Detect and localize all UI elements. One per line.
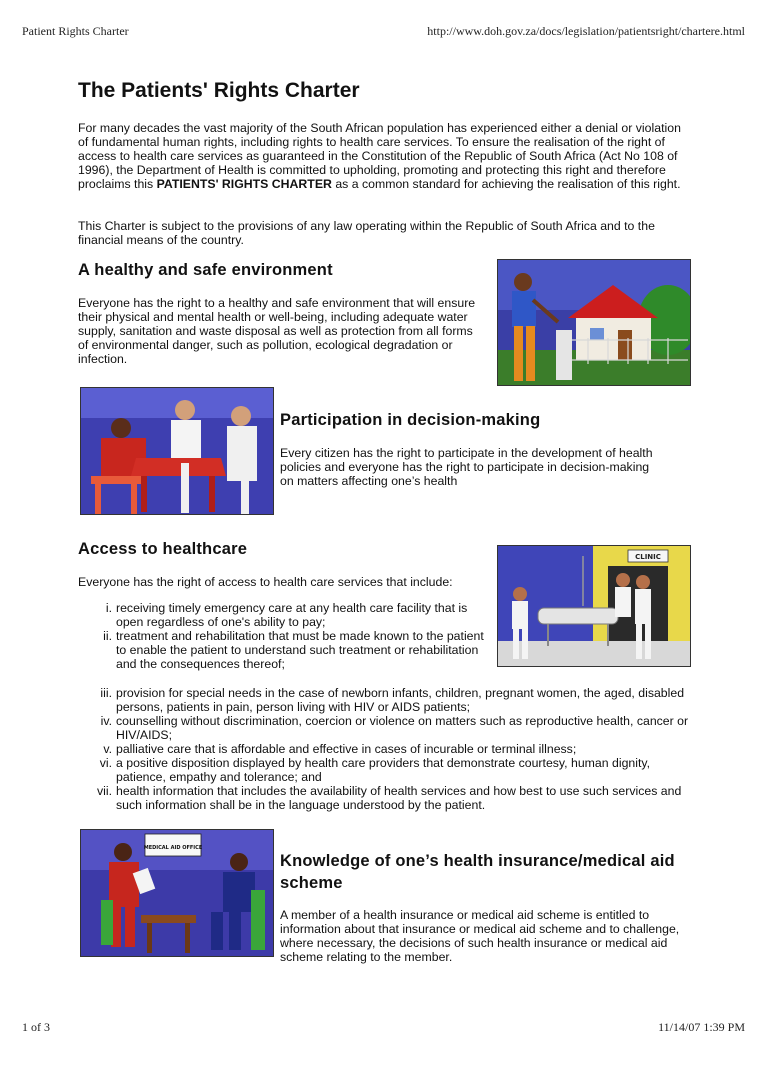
section-body-participation: Every citizen has the right to participate in the development of health policies and everyone has the right to participate in decision-making on matters affecting one’s health [280,446,653,488]
section-heading-access: Access to healthcare [78,540,248,558]
section-body-insurance: A member of a health insurance or medical aid scheme is entitled to information about that insurance or medical aid scheme and to challenge, where necessary, the decisions of such health insurance or medical aid scheme relating to the member. [280,908,680,964]
list-item-text: provision for special needs in the case of newborn infants, children, pregnant women, the aged, disabled persons, patients in pain, person living with HIV or AIDS patients; [116,686,685,714]
section-heading-insurance: Knowledge of one’s health insurance/medical aid scheme [280,852,675,892]
list-item [105,601,488,629]
list-item [103,629,488,671]
list-item [100,714,696,742]
access-rights-list-b [96,686,696,812]
list-item-text: palliative care that is affordable and effective in cases of incurable or terminal illness; [116,742,577,756]
list-item-number: ii. [103,629,112,643]
access-rights-list-a [103,601,488,671]
charter-name: PATIENTS' RIGHTS CHARTER [156,177,332,191]
intro-paragraph [78,121,690,191]
insurance-illustration [80,829,274,957]
clinic-sign-text: CLINIC [635,553,661,561]
list-item-text: counselling without discrimination, coercion or violence on matters such as reproductive health, cancer or HIV/AIDS; [116,714,689,742]
charter-scope-paragraph: This Charter is subject to the provisions of any law operating within the Republic of South Africa and to the financial means of the country. [78,219,655,247]
environment-illustration [497,259,691,386]
section-body-environment: Everyone has the right to a healthy and safe environment that will ensure their physical and mental health or well-being, including adequate water supply, sanitation and waste disposal as well as protection from all forms of environmental danger, such as pollution, ecological degradation or infection. [78,296,476,366]
access-illustration [497,545,691,667]
page-title: The Patients' Rights Charter [78,79,360,102]
print-timestamp: 11/14/07 1:39 PM [658,1020,745,1034]
print-header-title: Patient Rights Charter [22,24,129,38]
section-heading-participation: Participation in decision-making [280,411,541,429]
intro-text-b: as a common standard for achieving the realisation of this right. [331,177,681,191]
list-item-text: health information that includes the availability of health services and how best to use such services and such information shall be in the language understood by the patient. [116,784,682,812]
print-header-url[interactable]: http://www.doh.gov.za/docs/legislation/patientsright/chartere.html [427,24,745,38]
section-heading-environment: A healthy and safe environment [78,261,333,279]
list-item-text: receiving timely emergency care at any health care facility that is open regardless of one's ability to pay; [116,601,468,629]
participation-illustration [80,387,274,515]
list-item-number: iii. [100,686,112,700]
section-intro-access: Everyone has the right of access to health care services that include: [78,575,453,589]
list-item-number: v. [103,742,112,756]
list-item-text: a positive disposition displayed by health care providers that demonstrate courtesy, human dignity, patience, empathy and tolerance; and [116,756,651,784]
list-item-text: treatment and rehabilitation that must be made known to the patient to enable the patient to understand such treatment or rehabilitation and the consequences thereof; [116,629,484,671]
page-counter: 1 of 3 [22,1020,50,1034]
list-item [99,756,696,784]
list-item [100,686,696,714]
list-item [103,742,696,756]
list-item-number: i. [105,601,112,615]
office-sign-text: MEDICAL AID OFFICE [143,845,203,851]
list-item-number: iv. [100,714,112,728]
intro-text-a: For many decades the vast majority of the South African population has experienced either a denial or violation of fundamental human rights, including rights to health care services. To ensure the realisation of the right of access to health care services as guaranteed in the Constitution of the Republic of South Africa (Act No 108 of 1996), the Department of Health is committed to upholding, promoting and protecting this right and therefore proclaims this [78,121,681,191]
list-item-number: vii. [96,784,112,798]
list-item-number: vi. [99,756,112,770]
list-item [96,784,696,812]
